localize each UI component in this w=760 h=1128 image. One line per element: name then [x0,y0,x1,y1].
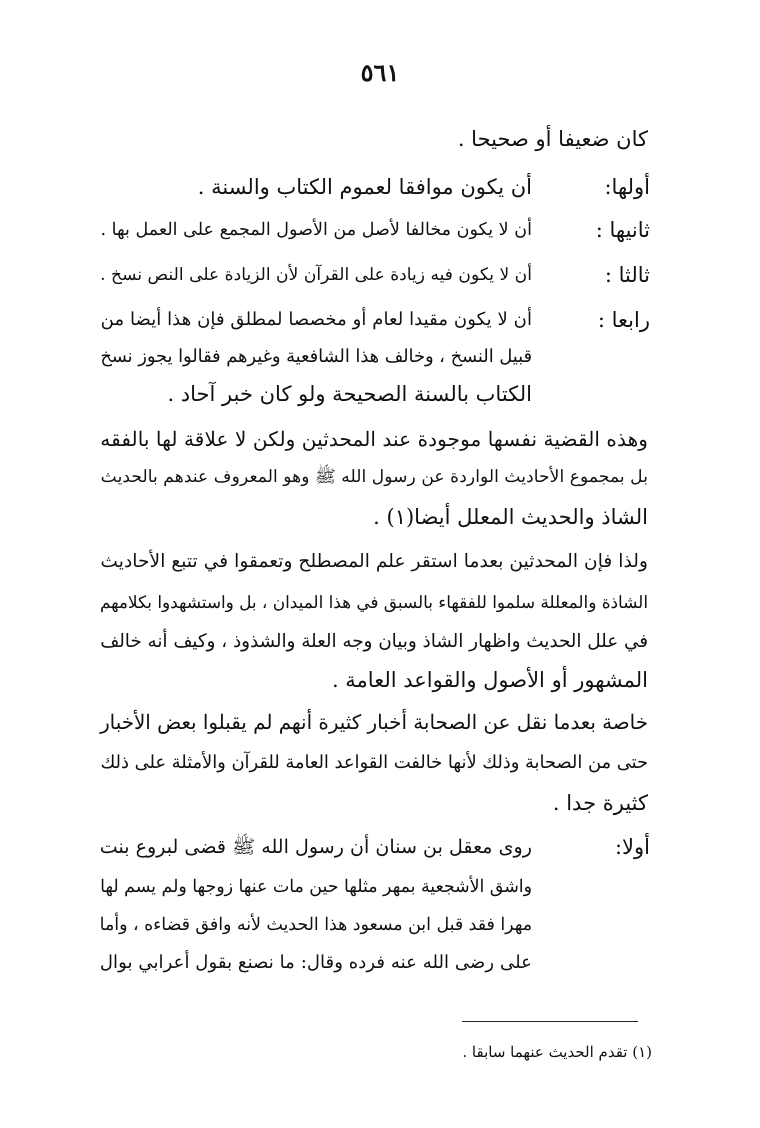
text-line: الشاذة والمعللة سلموا للفقهاء بالسبق في هذا الميدان ، بل واستشهدوا بكلامهم [99,592,648,612]
text-line: أن لا يكون مقيدا لعام أو مخصصا لمطلق فإن هذا أيضا من [100,309,532,330]
point-label: ثانيها : [595,218,650,242]
text-line: قبيل النسخ ، وخالف هذا الشافعية وغيرهم فقالوا يجوز نسخ [100,346,532,367]
text-line: أن لا يكون فيه زيادة على القرآن لأن الزيادة على النص نسخ . [100,265,532,285]
text-line: على رضى الله عنه فرده وقال: ما نصنع بقول أعرابي بوال [99,952,532,973]
text-line: روى معقل بن سنان أن رسول الله ﷺ قضى لبروع بنت [99,835,532,858]
text-line: في علل الحديث واظهار الشاذ وبيان وجه العلة والشذوذ ، وكيف أنه خالف [100,631,648,652]
text-line: أن يكون موافقا لعموم الكتاب والسنة . [197,175,532,199]
text-line: وهذه القضية نفسها موجودة عند المحدثين ولكن لا علاقة لها بالفقه [100,427,648,451]
point-label: رابعا : [597,308,650,332]
text-line: مهرا فقد قبل ابن مسعود هذا الحديث لأنه وافق قضاءه ، وأما [99,915,532,935]
footnote: (١) تقدم الحديث عنهما سابقا . [462,1043,652,1061]
point-label: أولها: [604,175,650,199]
text-line: خاصة بعدما نقل عن الصحابة أخبار كثيرة أنهم لم يقبلوا بعض الأخبار [100,711,648,734]
footnote-divider [462,1021,638,1022]
text-line: كثيرة جدا . [552,791,648,815]
text-line: ولذا فإن المحدثين بعدما استقر علم المصطلح وتعمقوا في تتبع الأحاديث [100,551,648,572]
text-line: أن لا يكون مخالفا لأصل من الأصول المجمع على العمل بها . [100,220,532,240]
text-line: كان ضعيفا أو صحيحا . [457,127,648,151]
text-line: بل بمجموع الأحاديث الواردة عن رسول الله ﷺ وهو المعروف عندهم بالحديث [100,467,648,487]
page-number: ٥٦١ [360,58,400,87]
text-line: الشاذ والحديث المعلل أيضا(١) . [373,505,648,529]
text-line: الكتاب بالسنة الصحيحة ولو كان خبر آحاد . [167,382,532,406]
text-line: حتى من الصحابة وذلك لأنها خالفت القواعد العامة للقرآن والأمثلة على ذلك [100,752,648,773]
text-line: واشق الأشجعية بمهر مثلها حين مات عنها زوجها ولم يسم لها [100,877,532,897]
point-label: ثالثا : [604,263,650,287]
point-label: أولا: [614,835,650,859]
text-line: المشهور أو الأصول والقواعد العامة . [331,668,648,692]
